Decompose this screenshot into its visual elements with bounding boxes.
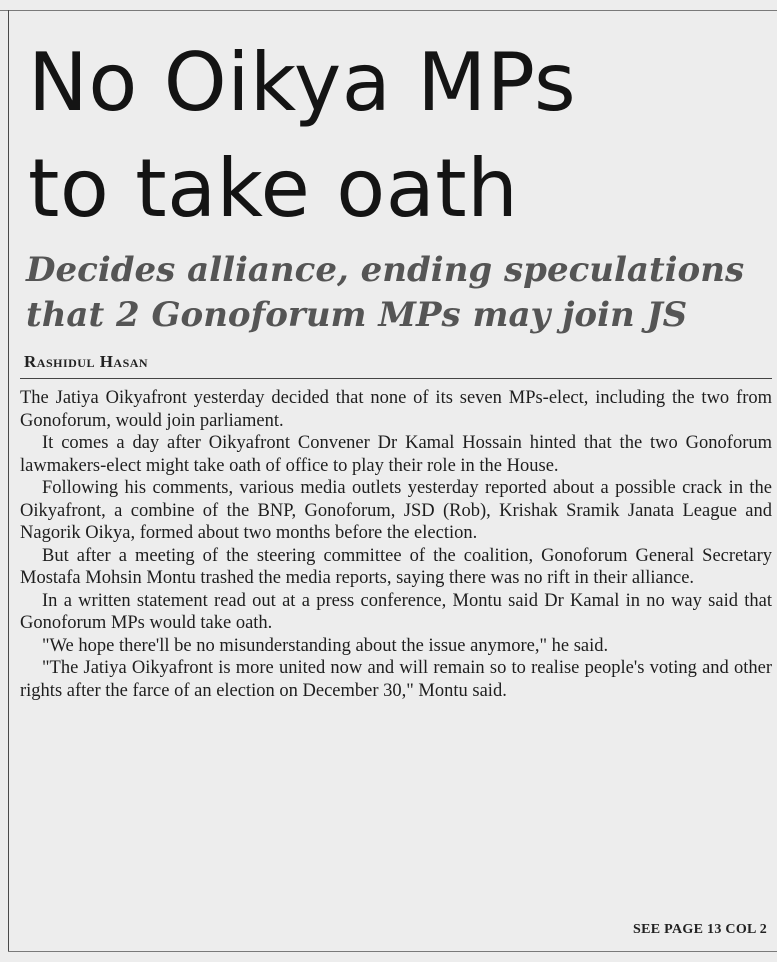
headline-line-2: to take oath [28, 142, 519, 235]
paragraph: Following his comments, various media outlets yesterday reported about a possible crack in the Oikyafront, a combine of the BNP, Gonoforum, JSD (Rob), Krishak Sramik Janata League and Nagorik Oikya, formed about two months before the election. [20, 478, 772, 543]
article-body [20, 387, 772, 702]
paragraph: "The Jatiya Oikyafront is more united now and will remain so to realise people's voting and other rights after the farce of an election on December 30," Montu said. [20, 658, 772, 701]
column-left-rule [8, 10, 9, 952]
byline: Rashidul Hasan [24, 352, 149, 371]
news-article [20, 30, 772, 702]
byline-divider [20, 378, 772, 379]
headline [28, 30, 772, 242]
subheadline-line-1: Decides alliance, ending speculations [26, 250, 745, 290]
continuation-jump-line: SEE PAGE 13 COL 2 [633, 922, 767, 937]
subheadline [26, 248, 772, 338]
paragraph: The Jatiya Oikyafront yesterday decided that none of its seven MPs-elect, including the two from Gonoforum, would join parliament. [20, 388, 772, 431]
paragraph: "We hope there'll be no misunderstanding about the issue anymore," he said. [42, 635, 609, 656]
paragraph: It comes a day after Oikyafront Convener Dr Kamal Hossain hinted that the two Gonoforum lawmakers-elect might take oath of office to play their role in the House. [20, 433, 772, 476]
top-border [0, 10, 777, 11]
subheadline-line-2: that 2 Gonoforum MPs may join JS [26, 295, 688, 335]
paragraph: In a written statement read out at a press conference, Montu said Dr Kamal in no way said that Gonoforum MPs would take oath. [20, 590, 772, 633]
paragraph: But after a meeting of the steering committee of the coalition, Gonoforum General Secretary Mostafa Mohsin Montu trashed the media reports, saying there was no rift in their alliance. [20, 545, 772, 588]
bottom-border [8, 951, 777, 952]
headline-line-1: No Oikya MPs [28, 36, 577, 129]
